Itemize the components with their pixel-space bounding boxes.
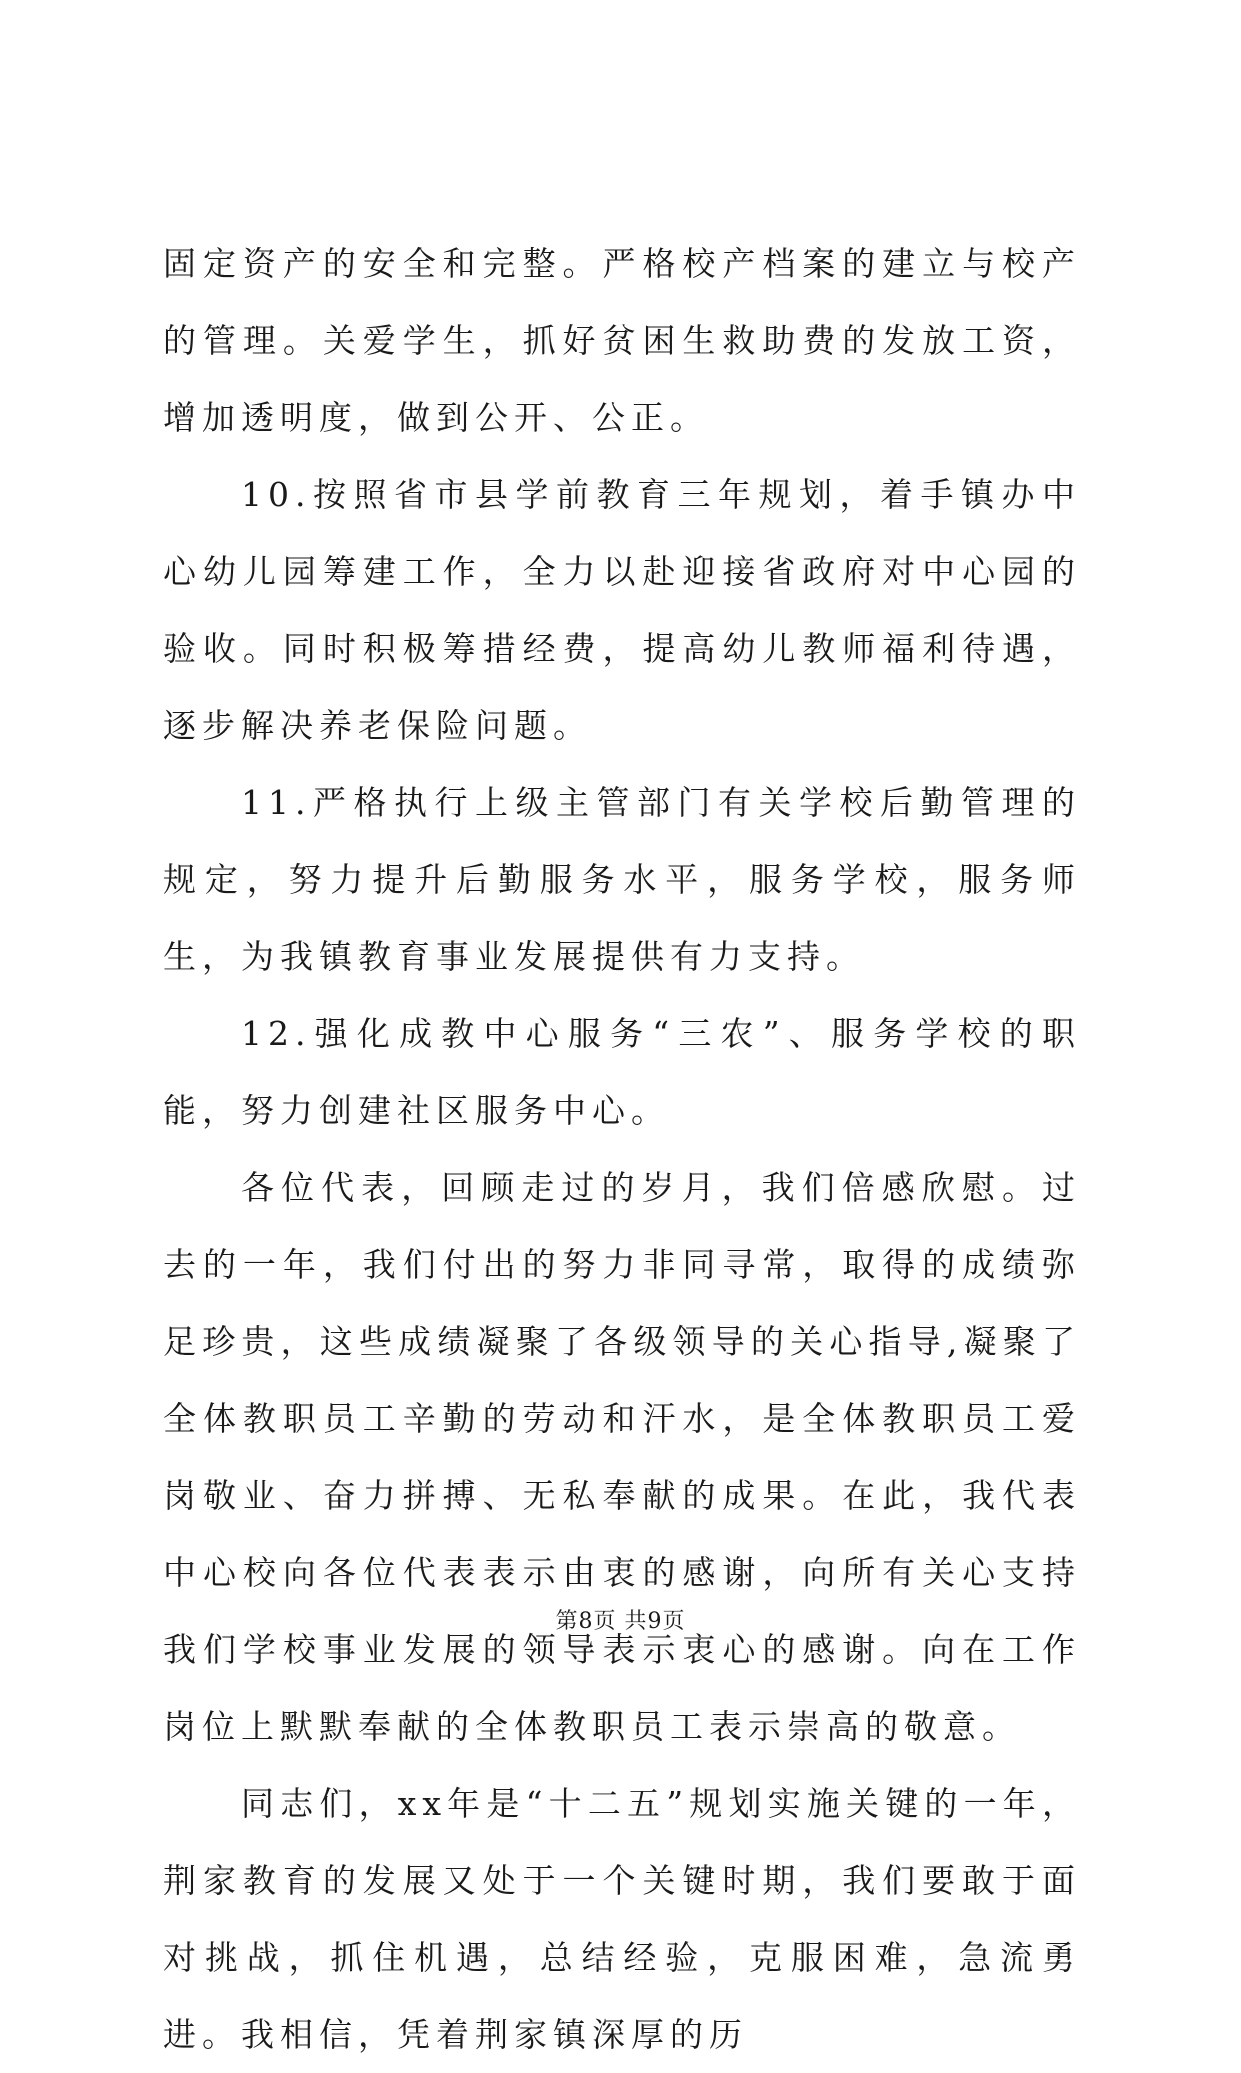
paragraph-outlook: 同志们，xx年是“十二五”规划实施关键的一年，荆家教育的发展又处于一个关键时期，我们要敢于面对挑战，抓住机遇，总结经验，克服困难，急流勇进。我相信，凭着荆家镇深厚的历 xyxy=(163,1784,1081,2054)
paragraph-item-11: 11.严格执行上级主管部门有关学校后勤管理的规定，努力提升后勤服务水平，服务学校，服务师生，为我镇教育事业发展提供有力支持。 xyxy=(163,783,1081,976)
paragraph-item-10: 10.按照省市县学前教育三年规划，着手镇办中心幼儿园筹建工作，全力以赴迎接省政府对中心园的验收。同时积极筹措经费，提高幼儿教师福利待遇，逐步解决养老保险问题。 xyxy=(163,475,1081,745)
paragraph-item-12: 12.强化成教中心服务“三农”、服务学校的职能，努力创建社区服务中心。 xyxy=(163,1014,1081,1130)
document-body xyxy=(163,225,1081,2073)
paragraph-thanks: 各位代表，回顾走过的岁月，我们倍感欣慰。过去的一年，我们付出的努力非同寻常，取得的成绩弥足珍贵，这些成绩凝聚了各级领导的关心指导,凝聚了全体教职员工辛勤的劳动和汗水，是全体教职员工爱岗敬业、奋力拼搏、无私奉献的成果。在此，我代表中心校向各位代表表示由衷的感谢，向所有关心支持我们学校事业发展的领导表示衷心的感谢。向在工作岗位上默默奉献的全体教职员工表示崇高的敬意。 xyxy=(163,1168,1081,1746)
paragraph-continuation: 固定资产的安全和完整。严格校产档案的建立与校产的管理。关爱学生，抓好贫困生救助费的发放工资，增加透明度，做到公开、公正。 xyxy=(163,244,1081,437)
page-number-footer: 第8页 共9页 xyxy=(555,1609,686,1634)
